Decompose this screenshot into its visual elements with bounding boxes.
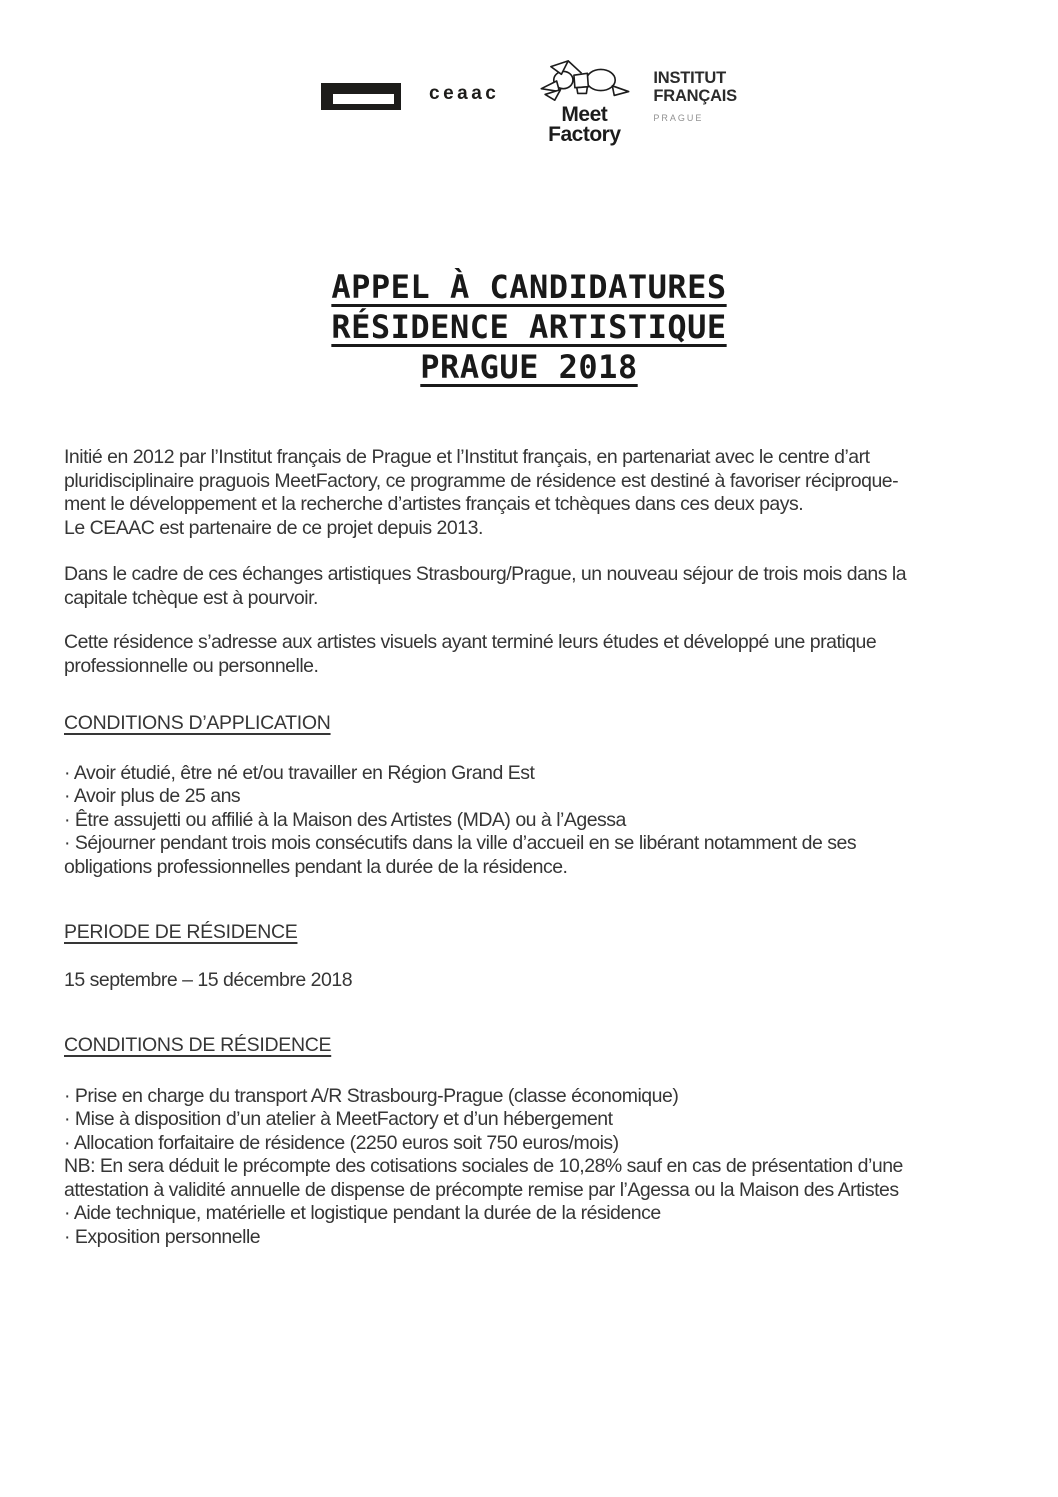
- list-item: · Allocation forfaitaire de résidence (2250 euros soit 750 euros/mois): [64, 1131, 619, 1154]
- intro-paragraph-3: [64, 631, 996, 678]
- text-line: Dans le cadre de ces échanges artistiques Strasbourg/Prague, un nouveau séjour de trois mois dans la: [64, 563, 907, 585]
- institut-logo-line1: INSTITUT: [653, 69, 726, 87]
- list-item: NB: En sera déduit le précompte des cotisations sociales de 10,28% sauf en cas de présentation d’une: [64, 1155, 903, 1177]
- list-item: · Séjourner pendant trois mois consécutifs dans la ville d’accueil en se libérant notamment de ses: [64, 832, 857, 854]
- text-line: Cette résidence s’adresse aux artistes visuels ayant terminé leurs études et développé une pratique: [64, 631, 877, 653]
- list-item: attestation à validité annuelle de dispense de précompte remise par l’Agessa ou la Maison des Artistes: [64, 1178, 899, 1201]
- meetfactory-logo-text-meet: Meet: [561, 103, 608, 126]
- list-item: · Prise en charge du transport A/R Strasbourg-Prague (classe économique): [64, 1084, 679, 1107]
- conditions-residence-list: [64, 1085, 996, 1250]
- list-item: · Exposition personnelle: [64, 1225, 261, 1248]
- meetfactory-logo-text-factory: Factory: [548, 123, 621, 146]
- residence-period-dates: 15 septembre – 15 décembre 2018: [64, 968, 353, 991]
- list-item: · Aide technique, matérielle et logistique pendant la durée de la résidence: [64, 1202, 661, 1224]
- title-line-1: APPEL À CANDIDATURES: [331, 268, 727, 306]
- header-logos: [0, 57, 1058, 145]
- meetfactory-logo: [531, 57, 637, 145]
- text-line: Le CEAAC est partenaire de ce projet depuis 2013.: [64, 516, 483, 539]
- list-item: · Être assujetti ou affilié à la Maison des Artistes (MDA) ou à l’Agessa: [64, 808, 626, 831]
- list-item: · Mise à disposition d’un atelier à MeetFactory et d’un hébergement: [64, 1108, 613, 1130]
- conditions-application-list: [64, 762, 996, 880]
- text-line: Initié en 2012 par l’Institut français de Prague et l’Institut français, en partenariat avec le centre d’art: [64, 446, 870, 468]
- institut-logo-line2: FRANÇAIS: [653, 86, 737, 105]
- text-line: ment le développement et la recherche d’artistes français et tchèques dans ces deux pays.: [64, 493, 804, 515]
- institut-francais-logo: [653, 70, 737, 123]
- list-item: obligations professionnelles pendant la durée de la résidence.: [64, 855, 568, 878]
- section-heading-conditions-application: CONDITIONS D’APPLICATION: [64, 712, 331, 734]
- section-heading-conditions-residence: CONDITIONS DE RÉSIDENCE: [64, 1034, 332, 1056]
- ceaac-logo-mark-icon: [321, 83, 401, 110]
- page-title: [0, 267, 1058, 387]
- section-heading-periode-residence: PERIODE DE RÉSIDENCE: [64, 921, 298, 943]
- title-line-3: PRAGUE 2018: [420, 348, 638, 386]
- institut-logo-city: PRAGUE: [653, 113, 704, 123]
- ceaac-logo-bar: [333, 94, 394, 104]
- meetfactory-cat-icon: [533, 57, 635, 105]
- text-line: pluridisciplinaire praguois MeetFactory, ce programme de résidence est destiné à favoriser réciproque-: [64, 469, 899, 492]
- text-line: capitale tchèque est à pourvoir.: [64, 586, 318, 609]
- intro-paragraph-2: [64, 563, 996, 610]
- list-item: · Avoir plus de 25 ans: [64, 785, 241, 807]
- document-body: [64, 446, 996, 1249]
- title-line-2: RÉSIDENCE ARTISTIQUE: [331, 308, 727, 346]
- list-item: · Avoir étudié, être né et/ou travailler en Région Grand Est: [64, 761, 535, 784]
- ceaac-logo-text: ceaac: [429, 83, 500, 104]
- text-line: professionnelle ou personnelle.: [64, 654, 319, 677]
- intro-paragraph-1: [64, 446, 996, 540]
